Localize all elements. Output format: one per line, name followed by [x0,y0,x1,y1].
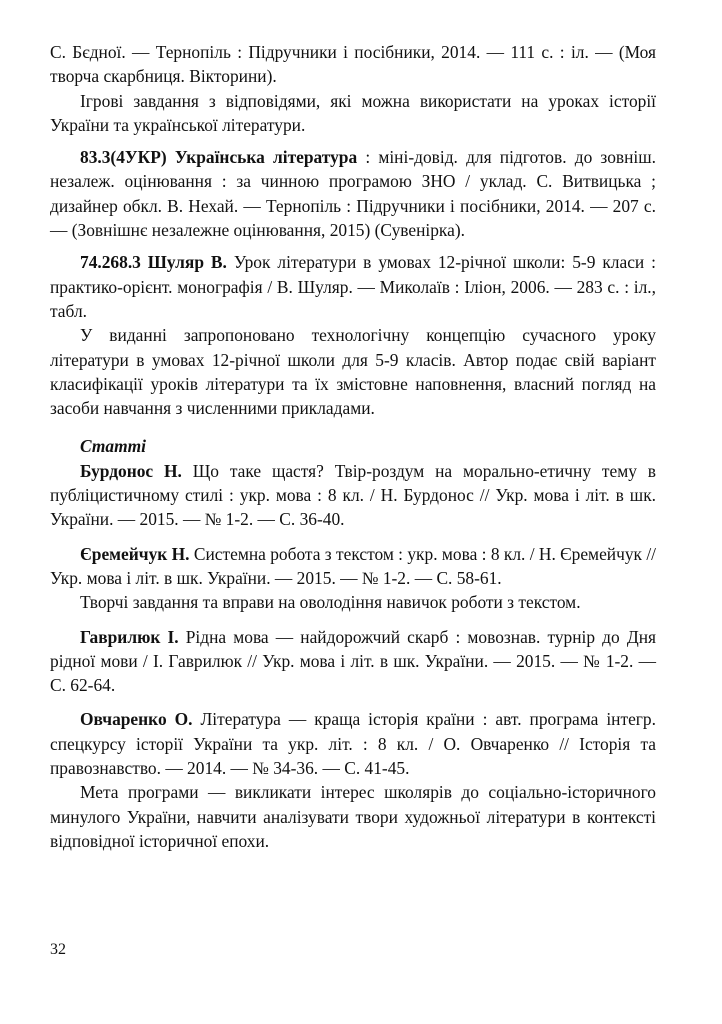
article-entry [50,542,656,591]
book-page [50,40,656,853]
bibliography-entry [50,250,656,323]
section-title: Статті [80,436,146,457]
entry-annotation: Ігрові завдання з відповідями, які можна використати на уроках історії України та української літератури. [50,90,656,135]
entry-body: : міні-довід. для підготов. до зовніш. незалеж. оцінювання : за чинною програмою ЗНО / уклад. С. Витвицька ; дизайнер обкл. В. Нехай. — Тернопіль : Підручники і посібники, 2014. — 207 с. — (Зовнішнє незалежне оцінювання, 2015) (Сувенірка). [50,147,656,241]
article-author: Єремейчук Н. [80,543,190,564]
article-author: Бурдонос Н. [80,460,182,481]
article-entry [50,459,656,532]
article-body: Що таке щастя? Твір-роздум на морально-етичну тему в публіцистичному стилі : укр. мова : 8 кл. / Н. Бурдонос // Укр. мова і літ. в шк. України. — 2015. — № 1-2. — С. 36-40. [50,460,656,530]
entry-annotation: У виданні запропоновано технологічну концепцію сучасного уроку літератури в умовах 12-річної школи для 5-9 класів. Автор подає свій варіант класифікації уроків літератури та їх змістовне наповнення, власний погляд на засоби навчання з численними прикладами. [50,325,656,419]
article-author: Гаврилюк І. [80,626,179,647]
article-annotation: Мета програми — викликати інтерес школярів до соціально-історичного минулого України, навчити аналізувати твори художньої літератури в контексті відповідної історичної епохи. [50,782,656,851]
entry-heading: 74.268.3 Шуляр В. [80,252,227,273]
page-number: 32 [50,941,66,958]
article-entry [50,625,656,698]
article-annotation: Творчі завдання та вправи на оволодіння навичок роботи з текстом. [80,592,581,613]
article-body: Системна робота з текстом : укр. мова : 8 кл. / Н. Єремейчук // Укр. мова і літ. в шк. України. — 2015. — № 1-2. — С. 58-61. [50,543,656,588]
bibliography-entry [50,145,656,242]
entry-heading: 83.3(4УКР) Українська література [80,147,358,168]
entry-body: С. Бєдної. — Тернопіль : Підручники і посібники, 2014. — 111 с. : іл. — (Моя творча скарбниця. Вікторини). [50,42,656,87]
entry-continuation [50,40,656,89]
article-body: Рідна мова — найдорожчий скарб : мовознав. турнір до Дня рідної мови / І. Гаврилюк // Укр. мова і літ. в шк. України. — 2015. — № 1-2. — С. 62-64. [50,626,657,696]
entry-body: Урок літератури в умовах 12-річної школи: 5-9 класи : практико-орієнт. монографія / В. Шуляр. — Миколаїв : Іліон, 2006. — 283 с. : іл., табл. [50,252,656,321]
article-author: Овчаренко О. [80,709,193,730]
article-entry [50,707,656,780]
article-body: Література — краща історія країни : авт. програма інтегр. спецкурсу історії України та укр. літ. : 8 кл. / О. Овчаренко // Історія та правознавство. — 2014. — № 34-36. — С. 41-45. [50,709,656,779]
